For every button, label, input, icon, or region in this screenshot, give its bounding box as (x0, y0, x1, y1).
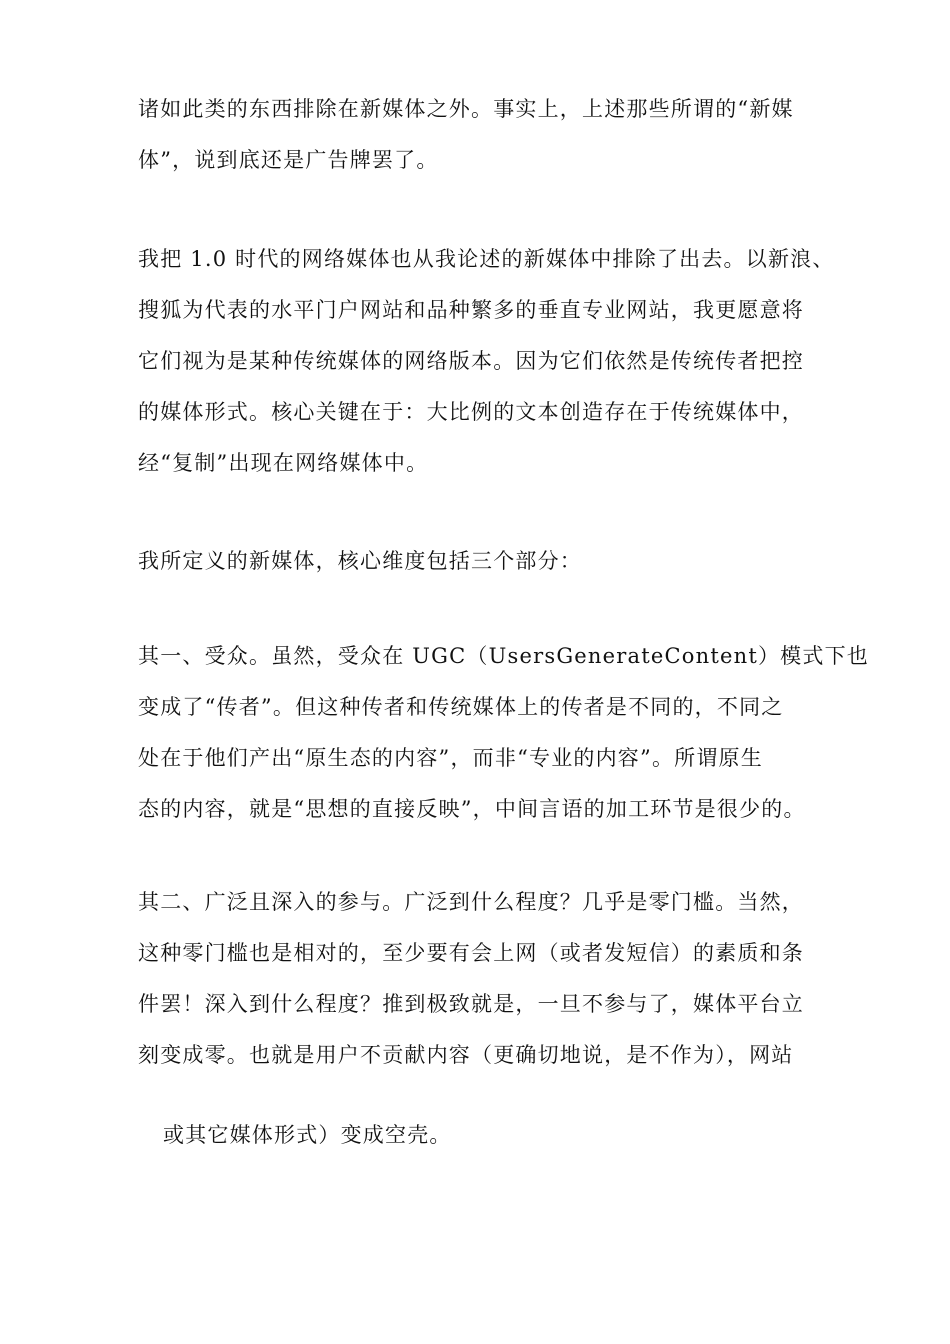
paragraph-line: 其二、广泛且深入的参与。广泛到什么程度？几乎是零门槛。当然， (138, 890, 804, 914)
paragraph-line: 体”，说到底还是广告牌罢了。 (138, 148, 439, 172)
paragraph-line: 或其它媒体形式）变成空壳。 (163, 1123, 452, 1147)
paragraph-1 (138, 84, 828, 186)
paragraph-line: 搜狐为代表的水平门户网站和品种繁多的垂直专业网站，我更愿意将 (138, 298, 804, 322)
paragraph-line: 的媒体形式。核心关键在于：大比例的文本创造存在于传统媒体中， (138, 400, 804, 424)
paragraph-line: 处在于他们产出“原生态的内容”，而非“专业的内容”。所谓原生 (138, 746, 763, 770)
paragraph-line: 其一、受众。虽然，受众在 UGC（UsersGenerateContent）模式下也 (138, 644, 869, 668)
paragraph-2 (138, 234, 835, 489)
paragraph-line: 经“复制”出现在网络媒体中。 (138, 451, 429, 475)
paragraph-line: 件罢！深入到什么程度？推到极致就是，一旦不参与了，媒体平台立 (138, 992, 804, 1016)
paragraph-6 (163, 1110, 853, 1161)
paragraph-line: 态的内容，就是“思想的直接反映”，中间言语的加工环节是很少的。 (138, 797, 806, 821)
paragraph-line: 我所定义的新媒体，核心维度包括三个部分： (138, 549, 582, 573)
paragraph-4 (138, 631, 869, 835)
paragraph-line: 诸如此类的东西排除在新媒体之外。事实上，上述那些所谓的“新媒 (138, 97, 794, 121)
paragraph-line: 它们视为是某种传统媒体的网络版本。因为它们依然是传统传者把控 (138, 349, 804, 373)
paragraph-line: 这种零门槛也是相对的，至少要有会上网（或者发短信）的素质和条 (138, 941, 804, 965)
paragraph-line: 刻变成零。也就是用户不贡献内容（更确切地说，是不作为），网站 (138, 1043, 794, 1067)
paragraph-5 (138, 877, 828, 1081)
paragraph-line: 我把 1.0 时代的网络媒体也从我论述的新媒体中排除了出去。以新浪、 (138, 247, 835, 271)
paragraph-line: 变成了“传者”。但这种传者和传统媒体上的传者是不同的，不同之 (138, 695, 784, 719)
paragraph-3 (138, 536, 828, 587)
